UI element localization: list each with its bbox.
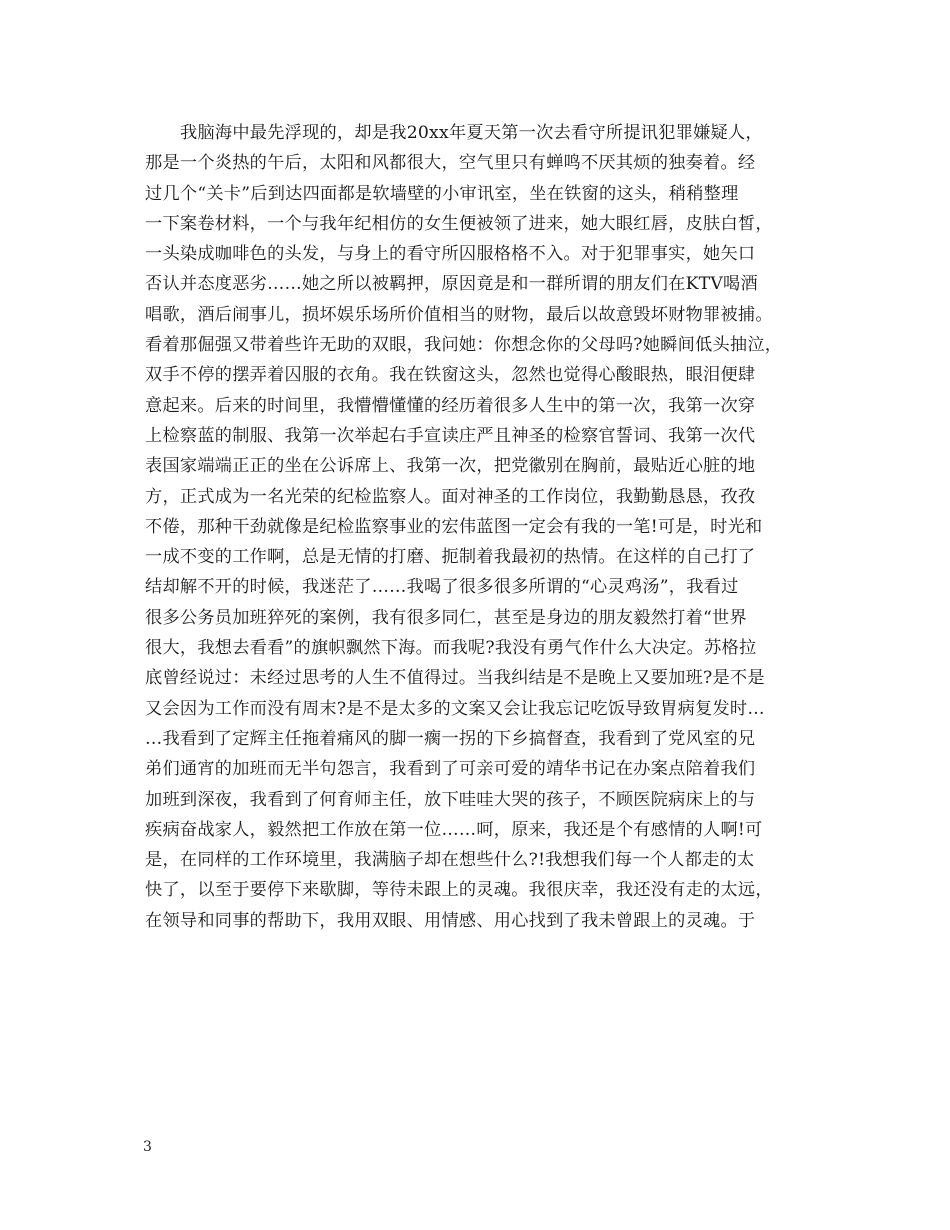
paragraph-line: 加班到深夜，我看到了何育师主任，放下哇哇大哭的孩子，不顾医院病床上的与 (145, 789, 756, 810)
paragraph-line: 快了，以至于要停下来歇脚，等待未跟上的灵魂。我很庆幸，我还没有走的太远， (145, 880, 773, 901)
paragraph-line: 疾病奋战家人，毅然把工作放在第一位……呵，原来，我还是个有感情的人啊!可 (145, 819, 763, 840)
paragraph-line: 一成不变的工作啊，总是无情的打磨、扼制着我最初的热情。在这样的自己打了 (145, 547, 756, 568)
paragraph-line: 底曾经说过：未经过思考的人生不值得过。当我纠结是不是晚上又要加班?是不是 (145, 668, 765, 689)
paragraph-line: 在领导和同事的帮助下，我用双眼、用情感、用心找到了我未曾跟上的灵魂。于 (145, 910, 756, 931)
paragraph-line: …我看到了定辉主任拖着痛风的脚一瘸一拐的下乡搞督查，我看到了党风室的兄 (145, 728, 756, 749)
paragraph-line: 我脑海中最先浮现的，却是我20xx年夏天第一次去看守所提讯犯罪嫌疑人， (180, 123, 763, 143)
page-number: 3 (143, 1139, 152, 1155)
paragraph-line: 双手不停的摆弄着囚服的衣角。我在铁窗这头，忽然也觉得心酸眼热，眼泪便肆 (145, 365, 756, 386)
paragraph-line: 上检察蓝的制服、我第一次举起右手宣读庄严且神圣的检察官誓词、我第一次代 (145, 425, 756, 446)
paragraph-line: 很大，我想去看看”的旗帜飘然下海。而我呢?我没有勇气作什么大决定。苏格拉 (145, 638, 757, 659)
paragraph-line: 否认并态度恶劣……她之所以被羁押，原因竟是和一群所谓的朋友们在KTV喝酒 (145, 274, 758, 295)
paragraph-line: 不倦，那种干劲就像是纪检监察事业的宏伟蓝图一定会有我的一笔!可是，时光和 (145, 516, 763, 537)
paragraph-line: 唱歌，酒后闹事儿，损坏娱乐场所价值相当的财物，最后以故意毁坏财物罪被捕。 (145, 304, 773, 325)
paragraph-line: 一头染成咖啡色的头发，与身上的看守所囚服格格不入。对于犯罪事实，她矢口 (145, 244, 756, 265)
paragraph-line: 结却解不开的时候，我迷茫了……我喝了很多很多所谓的“心灵鸡汤”，我看过 (145, 577, 739, 598)
paragraph-line: 那是一个炎热的午后，太阳和风都很大，空气里只有蝉鸣不厌其烦的独奏着。经 (145, 153, 756, 174)
body-paragraph (145, 118, 825, 936)
paragraph-line: 又会因为工作而没有周末?是不是太多的文案又会让我忘记吃饭导致胃病复发时… (145, 698, 765, 719)
paragraph-line: 一下案卷材料，一个与我年纪相仿的女生便被领了进来，她大眼红唇，皮肤白皙， (145, 213, 773, 234)
paragraph-line: 很多公务员加班猝死的案例，我有很多同仁，甚至是身边的朋友毅然打着“世界 (145, 607, 747, 628)
paragraph-line: 意起来。后来的时间里，我懵懵懂懂的经历着很多人生中的第一次，我第一次穿 (145, 395, 756, 416)
paragraph-line: 是，在同样的工作环境里，我满脑子却在想些什么?!我想我们每一个人都走的太 (145, 850, 755, 871)
paragraph-line: 方，正式成为一名光荣的纪检监察人。面对神圣的工作岗位，我勤勤恳恳，孜孜 (145, 486, 756, 507)
paragraph-line: 看着那倔强又带着些许无助的双眼，我问她：你想念你的父母吗?她瞬间低头抽泣， (145, 335, 783, 356)
paragraph-line: 过几个“关卡”后到达四面都是软墙壁的小审讯室，坐在铁窗的这头，稍稍整理 (145, 183, 739, 204)
paragraph-line: 表国家端端正正的坐在公诉席上、我第一次，把党徽别在胸前，最贴近心脏的地 (145, 456, 756, 477)
paragraph-line: 弟们通宵的加班而无半句怨言，我看到了可亲可爱的靖华书记在办案点陪着我们 (145, 759, 756, 780)
